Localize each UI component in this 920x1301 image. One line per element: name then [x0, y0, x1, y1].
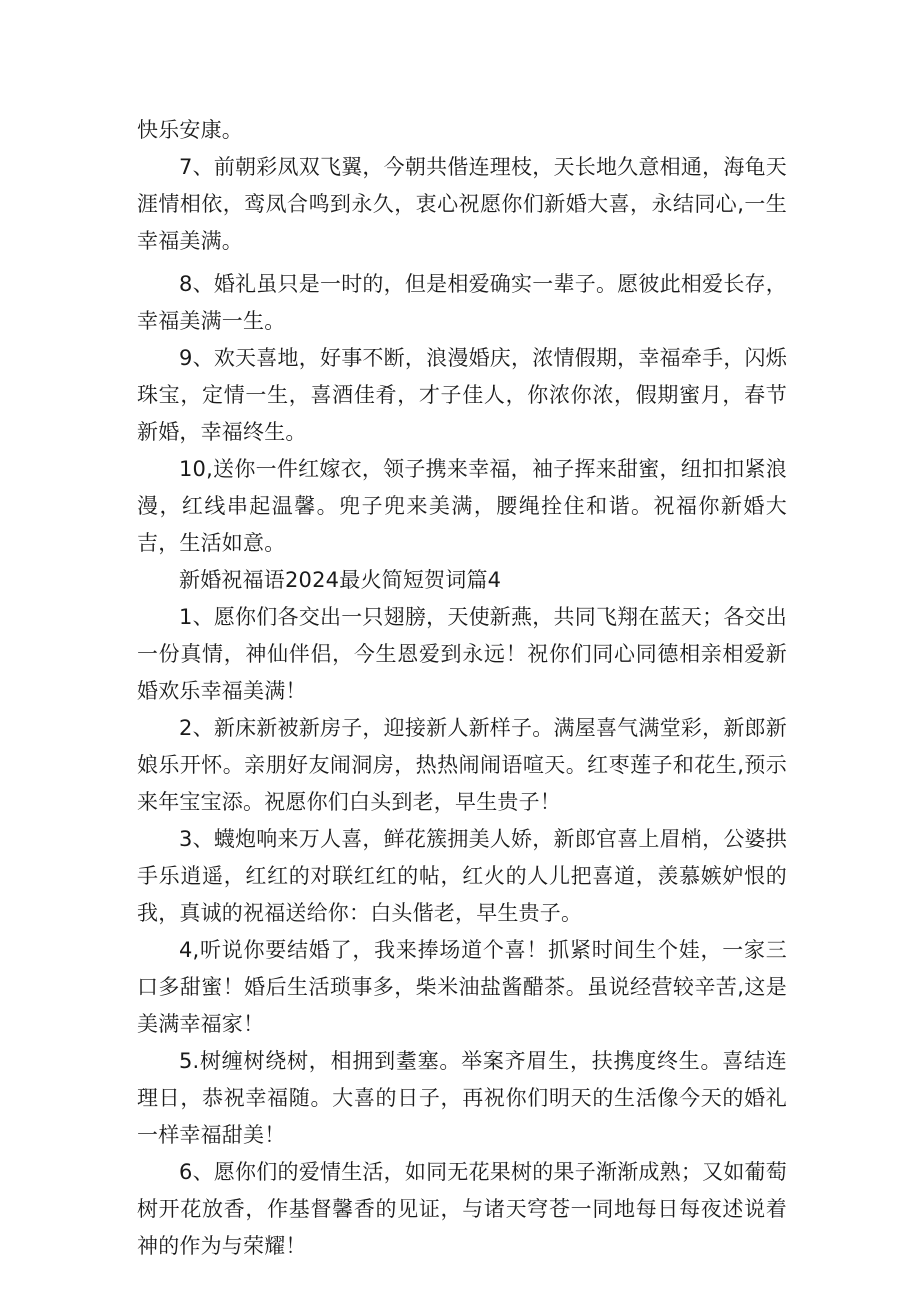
paragraph-item-6: 6、愿你们的爱情生活，如同无花果树的果子渐渐成熟；又如葡萄树开花放香，作基督馨香的见证，与诸天穹苍一同地每日每夜述说着神的作为与荣耀！ [137, 1160, 787, 1258]
section-heading: 新婚祝福语2024最火简短贺词篇4 [179, 568, 502, 592]
paragraph-item-8: 8、婚礼虽只是一时的，但是相爱确实一辈子。愿彼此相爱长存，幸福美满一生。 [137, 272, 787, 333]
paragraph-continuation: 快乐安康。 [137, 118, 243, 142]
paragraph-item-5: 5.树缠树绕树，相拥到耋塞。举案齐眉生，扶携度终生。喜结连理日，恭祝幸福随。大喜的日子，再祝你们明天的生活像今天的婚礼一样幸福甜美！ [137, 1049, 787, 1147]
paragraph-item-1: 1、愿你们各交出一只翅膀，天使新燕，共同飞翔在蓝天；各交出一份真情，神仙伴侣，今生恩爱到永远！祝你们同心同德相亲相爱新婚欢乐幸福美满！ [137, 605, 787, 703]
paragraph-item-10: 10,送你一件红嫁衣，领子携来幸福，袖子挥来甜蜜，纽扣扣紧浪漫，红线串起温馨。兜子兜来美满，腰绳拴住和谐。祝福你新婚大吉，生活如意。 [137, 457, 787, 555]
paragraph-item-7: 7、前朝彩凤双飞翼，今朝共偕连理枝，天长地久意相通，海龟天涯情相依，鸾凤合鸣到永久，衷心祝愿你们新婚大喜，永结同心,一生幸福美满。 [137, 155, 787, 253]
document-body [137, 112, 787, 1265]
paragraph-item-2: 2、新床新被新房子，迎接新人新样子。满屋喜气满堂彩，新郎新娘乐开怀。亲朋好友闹洞房，热热闹闹语喧天。红枣莲子和花生,预示来年宝宝添。祝愿你们白头到老，早生贵子！ [137, 716, 787, 814]
paragraph-item-9: 9、欢天喜地，好事不断，浪漫婚庆，浓情假期，幸福牵手，闪烁珠宝，定情一生，喜酒佳肴，才子佳人，你浓你浓，假期蜜月，春节新婚，幸福终生。 [137, 346, 787, 444]
paragraph-item-4: 4,听说你要结婚了，我来捧场道个喜！抓紧时间生个娃，一家三口多甜蜜！婚后生活琐事多，柴米油盐酱醋茶。虽说经营较辛苦,这是美满幸福家！ [137, 938, 787, 1036]
paragraph-item-3: 3、蠛炮响来万人喜，鲜花簇拥美人娇，新郎官喜上眉梢，公婆拱手乐逍遥，红红的对联红红的帖，红火的人儿把喜道，羡慕嫉妒恨的我，真诚的祝福送给你：白头偕老，早生贵子。 [137, 827, 787, 925]
